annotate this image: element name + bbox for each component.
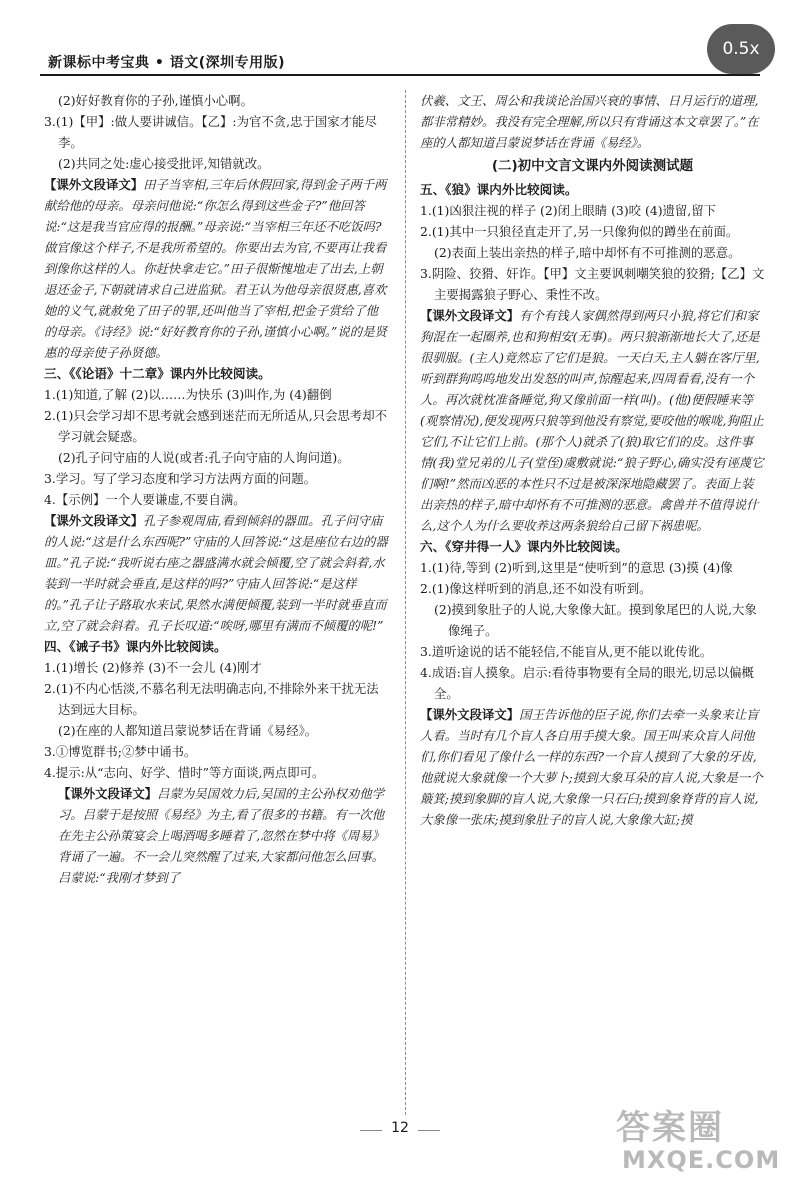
left-paragraph	[44, 510, 389, 636]
left-paragraph: 4.提示:从“志向、好学、惜时”等方面谈,两点即可。	[44, 765, 325, 780]
left-paragraph: 3.(1)【甲】:做人要讲诚信。【乙】:为官不贪,忠于国家才能尽李。	[44, 114, 377, 150]
left-paragraph: 3.学习。写了学习态度和学习方法两方面的问题。	[44, 471, 317, 486]
left-paragraph: 2.(1)只会学习却不思考就会感到迷茫而无所适从,只会思考却不学习就会疑惑。	[44, 408, 388, 444]
right-paragraph: (二)初中文言文课内外阅读测试题	[491, 158, 694, 174]
right-paragraph	[420, 90, 765, 153]
right-paragraph: 1.(1)凶狠注视的样子 (2)闭上眼睛 (3)咬 (4)遗留,留下	[420, 203, 717, 218]
right-paragraph: 2.(1)像这样听到的消息,还不如没有听到。	[420, 581, 652, 596]
left-paragraph: 1.(1)增长 (2)修养 (3)不一会儿 (4)刚才	[44, 660, 262, 675]
left-paragraph: 1.(1)知道,了解 (2)以……为快乐 (3)叫作,为 (4)翻倒	[44, 387, 332, 402]
right-column	[420, 90, 765, 830]
right-paragraph: 1.(1)待,等到 (2)听到,这里是“使听到”的意思 (3)摸 (4)像	[420, 560, 733, 575]
translation-tag: 【课外文段译文】	[44, 177, 144, 192]
left-paragraph: (2)共同之处:虚心接受批评,知错就改。	[58, 156, 270, 171]
right-paragraph: 六、《穿井得一人》课内外比较阅读。	[420, 539, 628, 554]
left-paragraph: 2.(1)不内心恬淡,不慕名利无法明确志向,不排除外来干扰无法达到远大目标。	[44, 681, 379, 717]
right-paragraph: 3.阴险、狡猾、奸诈。【甲】文主要讽刺嘲笑狼的狡猾;【乙】文主要揭露狼子野心、秉性不改。	[420, 266, 765, 302]
right-paragraph: 3.道听途说的话不能轻信,不能盲从,更不能以讹传讹。	[420, 644, 713, 659]
left-paragraph: 四、《诫子书》课内外比较阅读。	[44, 639, 227, 654]
zoom-level-badge[interactable]: 0.5x	[707, 24, 775, 74]
right-paragraph: (2)摸到象肚子的人说,大象像大缸。摸到象尾巴的人说,大象像绳子。	[434, 602, 757, 638]
translation-tag: 【课外文段译文】	[420, 707, 520, 722]
site-watermark	[612, 1100, 782, 1182]
header-rule	[40, 74, 760, 76]
left-paragraph	[44, 174, 389, 363]
book-title: 新课标中考宝典 • 语文(深圳专用版)	[48, 55, 285, 71]
translation-text: 田子当宰相,三年后休假回家,得到金子两千两献给他的母亲。母亲问他说:“你怎么得到这些金子?”他回答说:“这是我当官应得的报酬。”母亲说:“当宰相三年还不吃饭吗?做官像这个样子,不是我所希望的。你要出去为官,不要再让我看到像你这样的人。你赶快拿走它。”田子很惭愧地走了出去,上朝退还金子,下朝就请求自己进监狱。君王认为他母亲很贤惠,喜欢她的义气,就赦免了田子的罪,还叫他当了宰相,把金子赏给了他的母亲。《诗经》说:“好好教育你的子孙,谨慎小心啊。”说的是贤惠的母亲使子孙贤德。	[44, 177, 387, 360]
right-paragraph: 五、《狼》课内外比较阅读。	[420, 182, 578, 197]
watermark-url: MXQE.COM	[622, 1146, 781, 1174]
left-paragraph: (2)在座的人都知道吕蒙说梦话在背诵《易经》。	[58, 723, 318, 738]
right-paragraph	[420, 305, 765, 536]
translation-text: 国王告诉他的臣子说,你们去牵一头象来让盲人看。当时有几个盲人各自用手摸大象。国王叫来众盲人问他们,你们看见了像什么一样的东西?一个盲人摸到了大象的牙齿,他就说大象就像一个大萝卜;摸到大象耳朵的盲人说,大象是一个簸箕;摸到象脚的盲人说,大象像一只石臼;摸到象脊背的盲人说,大象像一张床;摸到象肚子的盲人说,大象像大缸;摸	[420, 707, 763, 827]
right-paragraph: (2)表面上装出亲热的样子,暗中却怀有不可推测的恶意。	[434, 245, 741, 260]
translation-tag: 【课外文段译文】	[58, 786, 158, 801]
footer-dash-right	[418, 1130, 440, 1131]
left-paragraph: 3.①博览群书;②梦中诵书。	[44, 744, 197, 759]
translation-tag: 【课外文段译文】	[44, 513, 144, 528]
translation-text: 伏羲、文王、周公和我谈论治国兴衰的事情、日月运行的道理,都非常精妙。我没有完全理解,所以只有背诵这本文章罢了。”在座的人都知道吕蒙说梦话在背诵《易经》。	[420, 93, 759, 150]
column-divider	[405, 90, 406, 1115]
left-column	[44, 90, 389, 888]
translation-text: 有个有钱人家偶然得到两只小狼,将它们和家狗混在一起圈养,也和狗相安(无事)。两只狼渐渐地长大了,还是很驯服。(主人)竟然忘了它们是狼。一天白天,主人躺在客厅里,听到群狗呜呜地发出发怒的叫声,惊醒起来,四周看看,没有一个人。再次就枕准备睡觉,狗又像前面一样(叫)。(他)便假睡来等(观察情况),便发现两只狼等到他没有察觉,要咬他的喉咙,狗阻止它们,不让它们上前。(那个人)就杀了(狼)取它们的皮。这件事情(我)堂兄弟的儿子(堂侄)虞敷就说:“狼子野心,确实没有诬蔑它们啊!”然而凶恶的本性只不过是被深深地隐藏罢了。表面上装出亲热的样子,暗中却怀有不可推测的恶意。禽兽并不值得说什么,这个人为什么要收养这两条狼给自己留下祸患呢。	[420, 308, 764, 533]
right-paragraph: 4.成语:盲人摸象。启示:看待事物要有全局的眼光,切忌以偏概全。	[420, 665, 754, 701]
left-paragraph	[44, 783, 389, 888]
translation-text: 孔子参观周庙,看到倾斜的器皿。孔子问守庙的人说:“这是什么东西呢?”守庙的人回答说:“这是座位右边的器皿。”孔子说:“我听说右座之器盛满水就会倾覆,空了就会斜着,水装到一半时就会垂直,是这样的吗?”守庙人回答说:“是这样的。”孔子让子路取水来试,果然水满便倾覆,装到一半时就垂直而立,空了就会斜着。孔子长叹道:“唉呀,哪里有满而不倾覆的呢!”	[44, 513, 388, 633]
translation-tag: 【课外文段译文】	[420, 308, 520, 323]
watermark-logo: 答案圈	[616, 1108, 724, 1148]
page-number: 12	[391, 1120, 409, 1136]
right-paragraph	[420, 704, 765, 830]
translation-text: 吕蒙为吴国效力后,吴国的主公孙权劝他学习。吕蒙于是按照《易经》为主,看了很多的书籍。有一次他在先主公孙策宴会上喝酒喝多睡着了,忽然在梦中将《周易》背诵了一遍。不一会儿突然醒了过来,大家都问他怎么回事。吕蒙说:“我刚才梦到了	[58, 786, 385, 885]
page-header	[0, 0, 800, 78]
left-paragraph: 三、《《论语》十二章》课内外比较阅读。	[44, 366, 271, 381]
left-paragraph: (2)好好教育你的子孙,谨慎小心啊。	[58, 93, 253, 108]
right-paragraph: 2.(1)其中一只狼径直走开了,另一只像狗似的蹲坐在前面。	[420, 224, 739, 239]
left-paragraph: 4.【示例】一个人要谦虚,不要自满。	[44, 492, 246, 507]
left-paragraph: (2)孔子问守庙的人说(或者:孔子向守庙的人询问道)。	[58, 450, 350, 465]
